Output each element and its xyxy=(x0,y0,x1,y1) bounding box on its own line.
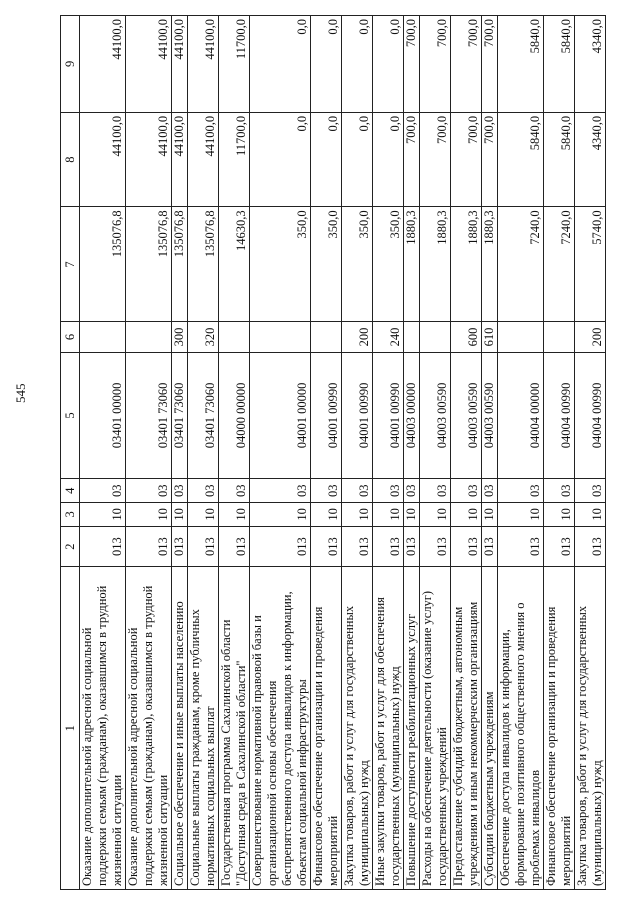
amount-col9-cell: 44100,0 xyxy=(172,16,188,113)
expense-type-cell xyxy=(219,322,250,352)
subsection-code-cell: 03 xyxy=(311,479,342,503)
column-header: 3 xyxy=(61,503,80,527)
target-article-cell: 04001 00990 xyxy=(311,352,342,479)
amount-col7-cell: 1880,3 xyxy=(404,207,420,322)
row-name-cell: Расходы на обеспечение деятельности (оказание услуг) государственных учреждений xyxy=(420,567,451,890)
row-name-cell: Предоставление субсидий бюджетным, автономным учреждениям и иным некоммерческим организациям xyxy=(451,567,482,890)
table-row xyxy=(311,16,342,890)
table-row xyxy=(420,16,451,890)
amount-col8-cell: 700,0 xyxy=(404,112,420,207)
column-header: 4 xyxy=(61,479,80,503)
amount-col9-cell: 700,0 xyxy=(404,16,420,113)
target-article-cell: 04003 00590 xyxy=(482,352,498,479)
row-name-cell: Совершенствование нормативной правовой базы и организационной основы обеспечения беспрепятственного доступа инвалидов к информации, объектам социальной инфраструктуры xyxy=(250,567,311,890)
row-name-cell: Социальное обеспечение и иные выплаты населению xyxy=(172,567,188,890)
expense-type-cell xyxy=(126,322,172,352)
table-row xyxy=(575,16,606,890)
expense-type-cell xyxy=(80,322,126,352)
amount-col7-cell: 1880,3 xyxy=(482,207,498,322)
subsection-code-cell: 03 xyxy=(126,479,172,503)
subsection-code-cell: 03 xyxy=(188,479,219,503)
section-code-cell: 10 xyxy=(498,503,544,527)
target-article-cell: 04000 00000 xyxy=(219,352,250,479)
table-row xyxy=(188,16,219,890)
row-name-cell: Финансовое обеспечение организации и проведения мероприятий xyxy=(311,567,342,890)
target-article-cell: 03401 73060 xyxy=(126,352,172,479)
expense-type-cell xyxy=(311,322,342,352)
expense-type-cell xyxy=(498,322,544,352)
row-name-cell: Государственная программа Сахалинской области "Доступная среда в Сахалинской области" xyxy=(219,567,250,890)
grbs-code-cell: 013 xyxy=(250,526,311,567)
section-code-cell: 10 xyxy=(250,503,311,527)
target-article-cell: 04003 00000 xyxy=(404,352,420,479)
amount-col9-cell: 44100,0 xyxy=(126,16,172,113)
row-name-cell: Оказание дополнительной адресной социальной поддержки семьям (гражданам), оказавшимся в трудной жизненной ситуации xyxy=(126,567,172,890)
amount-col7-cell: 135076,8 xyxy=(80,207,126,322)
table-row xyxy=(342,16,373,890)
expense-type-cell xyxy=(404,322,420,352)
amount-col8-cell: 700,0 xyxy=(420,112,451,207)
amount-col9-cell: 700,0 xyxy=(482,16,498,113)
grbs-code-cell: 013 xyxy=(219,526,250,567)
amount-col8-cell: 4340,0 xyxy=(575,112,606,207)
grbs-code-cell: 013 xyxy=(373,526,404,567)
subsection-code-cell: 03 xyxy=(575,479,606,503)
amount-col9-cell: 700,0 xyxy=(451,16,482,113)
expense-type-cell: 300 xyxy=(172,322,188,352)
section-code-cell: 10 xyxy=(172,503,188,527)
grbs-code-cell: 013 xyxy=(126,526,172,567)
expense-type-cell: 600 xyxy=(451,322,482,352)
expense-type-cell: 610 xyxy=(482,322,498,352)
column-header: 8 xyxy=(61,112,80,207)
subsection-code-cell: 03 xyxy=(498,479,544,503)
section-code-cell: 10 xyxy=(404,503,420,527)
amount-col7-cell: 350,0 xyxy=(250,207,311,322)
section-code-cell: 10 xyxy=(311,503,342,527)
amount-col8-cell: 0,0 xyxy=(250,112,311,207)
amount-col9-cell: 44100,0 xyxy=(80,16,126,113)
row-name-cell: Иные закупки товаров, работ и услуг для обеспечения государственных (муниципальных) нужд xyxy=(373,567,404,890)
section-code-cell: 10 xyxy=(342,503,373,527)
row-name-cell: Повышение доступности реабилитационных услуг xyxy=(404,567,420,890)
target-article-cell: 04004 00990 xyxy=(544,352,575,479)
amount-col9-cell: 5840,0 xyxy=(498,16,544,113)
subsection-code-cell: 03 xyxy=(420,479,451,503)
grbs-code-cell: 013 xyxy=(420,526,451,567)
amount-col8-cell: 0,0 xyxy=(311,112,342,207)
grbs-code-cell: 013 xyxy=(172,526,188,567)
amount-col8-cell: 44100,0 xyxy=(80,112,126,207)
row-name-cell: Закупка товаров, работ и услуг для государственных (муниципальных) нужд xyxy=(342,567,373,890)
row-name-cell: Социальные выплаты гражданам, кроме публичных нормативных социальных выплат xyxy=(188,567,219,890)
target-article-cell: 03401 73060 xyxy=(172,352,188,479)
section-code-cell: 10 xyxy=(373,503,404,527)
section-code-cell: 10 xyxy=(482,503,498,527)
expense-type-cell: 320 xyxy=(188,322,219,352)
amount-col9-cell: 0,0 xyxy=(373,16,404,113)
amount-col9-cell: 44100,0 xyxy=(188,16,219,113)
amount-col8-cell: 700,0 xyxy=(451,112,482,207)
amount-col7-cell: 1880,3 xyxy=(451,207,482,322)
section-code-cell: 10 xyxy=(575,503,606,527)
grbs-code-cell: 013 xyxy=(451,526,482,567)
amount-col7-cell: 135076,8 xyxy=(126,207,172,322)
subsection-code-cell: 03 xyxy=(544,479,575,503)
target-article-cell: 04004 00000 xyxy=(498,352,544,479)
target-article-cell: 04003 00590 xyxy=(420,352,451,479)
amount-col7-cell: 135076,8 xyxy=(172,207,188,322)
grbs-code-cell: 013 xyxy=(404,526,420,567)
section-code-cell: 10 xyxy=(80,503,126,527)
grbs-code-cell: 013 xyxy=(544,526,575,567)
grbs-code-cell: 013 xyxy=(498,526,544,567)
amount-col7-cell: 350,0 xyxy=(311,207,342,322)
amount-col7-cell: 7240,0 xyxy=(498,207,544,322)
target-article-cell: 04001 00990 xyxy=(342,352,373,479)
section-code-cell: 10 xyxy=(451,503,482,527)
subsection-code-cell: 03 xyxy=(373,479,404,503)
target-article-cell: 04001 00000 xyxy=(250,352,311,479)
amount-col7-cell: 350,0 xyxy=(342,207,373,322)
amount-col8-cell: 5840,0 xyxy=(544,112,575,207)
subsection-code-cell: 03 xyxy=(482,479,498,503)
table-row xyxy=(498,16,544,890)
column-header: 5 xyxy=(61,352,80,479)
subsection-code-cell: 03 xyxy=(404,479,420,503)
column-header: 6 xyxy=(61,322,80,352)
column-header: 7 xyxy=(61,207,80,322)
subsection-code-cell: 03 xyxy=(451,479,482,503)
amount-col9-cell: 5840,0 xyxy=(544,16,575,113)
amount-col8-cell: 0,0 xyxy=(342,112,373,207)
subsection-code-cell: 03 xyxy=(80,479,126,503)
expense-type-cell: 200 xyxy=(342,322,373,352)
amount-col7-cell: 350,0 xyxy=(373,207,404,322)
column-header: 9 xyxy=(61,16,80,113)
expense-type-cell: 240 xyxy=(373,322,404,352)
amount-col7-cell: 135076,8 xyxy=(188,207,219,322)
row-name-cell: Оказание дополнительной адресной социальной поддержки семьям (гражданам), оказавшимся в трудной жизненной ситуации xyxy=(80,567,126,890)
grbs-code-cell: 013 xyxy=(311,526,342,567)
grbs-code-cell: 013 xyxy=(188,526,219,567)
target-article-cell: 04004 00990 xyxy=(575,352,606,479)
amount-col8-cell: 44100,0 xyxy=(126,112,172,207)
table-row xyxy=(404,16,420,890)
row-name-cell: Закупка товаров, работ и услуг для государственных (муниципальных) нужд xyxy=(575,567,606,890)
target-article-cell: 03401 73060 xyxy=(188,352,219,479)
amount-col9-cell: 0,0 xyxy=(342,16,373,113)
amount-col8-cell: 44100,0 xyxy=(188,112,219,207)
column-header: 2 xyxy=(61,526,80,567)
grbs-code-cell: 013 xyxy=(575,526,606,567)
table-row xyxy=(172,16,188,890)
row-name-cell: Субсидии бюджетным учреждениям xyxy=(482,567,498,890)
table-row xyxy=(451,16,482,890)
expense-type-cell xyxy=(544,322,575,352)
table-row xyxy=(219,16,250,890)
subsection-code-cell: 03 xyxy=(219,479,250,503)
target-article-cell: 04003 00590 xyxy=(451,352,482,479)
grbs-code-cell: 013 xyxy=(482,526,498,567)
subsection-code-cell: 03 xyxy=(250,479,311,503)
row-name-cell: Обеспечение доступа инвалидов к информации, формирование позитивного общественного мнения о проблемах инвалидов xyxy=(498,567,544,890)
section-code-cell: 10 xyxy=(126,503,172,527)
expense-type-cell xyxy=(420,322,451,352)
target-article-cell: 04001 00990 xyxy=(373,352,404,479)
amount-col7-cell: 5740,0 xyxy=(575,207,606,322)
column-numbers-row xyxy=(61,16,80,890)
subsection-code-cell: 03 xyxy=(172,479,188,503)
amount-col7-cell: 1880,3 xyxy=(420,207,451,322)
budget-table xyxy=(60,15,606,890)
amount-col9-cell: 11700,0 xyxy=(219,16,250,113)
amount-col7-cell: 7240,0 xyxy=(544,207,575,322)
amount-col7-cell: 14630,3 xyxy=(219,207,250,322)
target-article-cell: 03401 00000 xyxy=(80,352,126,479)
amount-col9-cell: 0,0 xyxy=(311,16,342,113)
table-row xyxy=(250,16,311,890)
amount-col8-cell: 11700,0 xyxy=(219,112,250,207)
grbs-code-cell: 013 xyxy=(80,526,126,567)
amount-col9-cell: 700,0 xyxy=(420,16,451,113)
subsection-code-cell: 03 xyxy=(342,479,373,503)
section-code-cell: 10 xyxy=(219,503,250,527)
table-row xyxy=(544,16,575,890)
amount-col9-cell: 0,0 xyxy=(250,16,311,113)
row-name-cell: Финансовое обеспечение организации и проведения мероприятий xyxy=(544,567,575,890)
table-row xyxy=(373,16,404,890)
amount-col8-cell: 44100,0 xyxy=(172,112,188,207)
table-row xyxy=(80,16,126,890)
column-header: 1 xyxy=(61,567,80,890)
expense-type-cell xyxy=(250,322,311,352)
page-number: 545 xyxy=(13,383,28,403)
amount-col8-cell: 5840,0 xyxy=(498,112,544,207)
amount-col8-cell: 700,0 xyxy=(482,112,498,207)
table-row xyxy=(482,16,498,890)
section-code-cell: 10 xyxy=(544,503,575,527)
expense-type-cell: 200 xyxy=(575,322,606,352)
budget-table-sheet xyxy=(60,15,610,890)
grbs-code-cell: 013 xyxy=(342,526,373,567)
table-row xyxy=(126,16,172,890)
section-code-cell: 10 xyxy=(188,503,219,527)
amount-col8-cell: 0,0 xyxy=(373,112,404,207)
section-code-cell: 10 xyxy=(420,503,451,527)
amount-col9-cell: 4340,0 xyxy=(575,16,606,113)
